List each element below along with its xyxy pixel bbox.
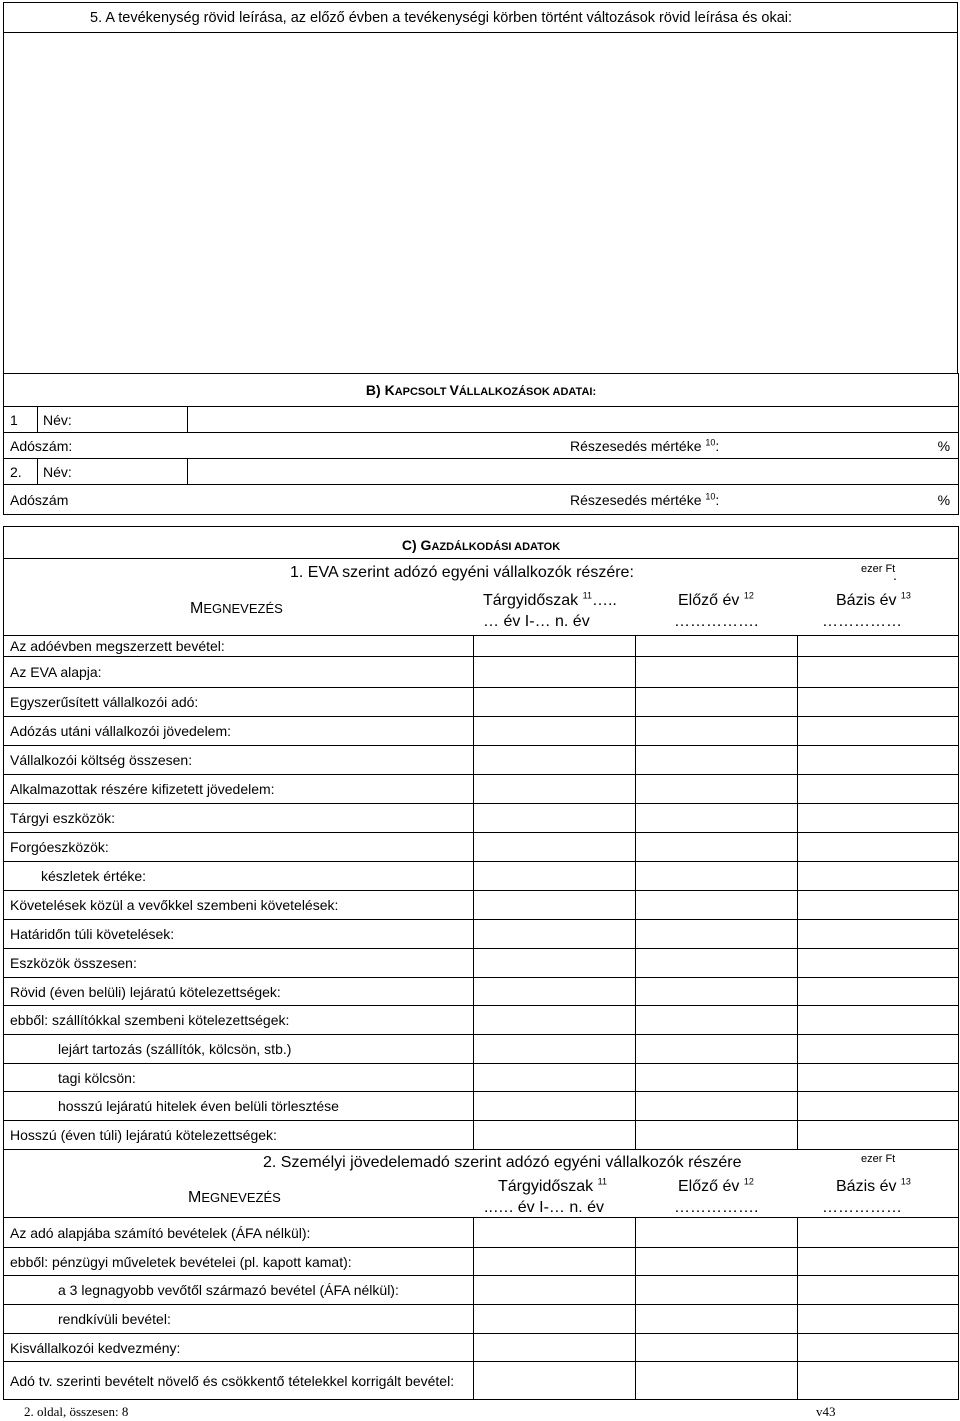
eva-cell[interactable] — [636, 1006, 798, 1035]
szja-cell[interactable] — [798, 1218, 959, 1248]
eva-cell[interactable] — [798, 920, 959, 949]
eva-cell[interactable] — [798, 746, 959, 775]
eva-row-label: lejárt tartozás (szállítók, kölcsön, stb.) — [4, 1035, 474, 1064]
eva-cell[interactable] — [798, 1092, 959, 1121]
szja-cell[interactable] — [636, 1248, 798, 1276]
sectionB-table — [3, 373, 959, 515]
eva-col-bazis-year: …………… — [822, 613, 902, 630]
eva-cell[interactable] — [474, 833, 636, 862]
eva-cell[interactable] — [636, 920, 798, 949]
szja-col-targy: Tárgyidőszak $^{11}$ — [498, 1176, 607, 1195]
company1-taxid-row — [4, 433, 959, 459]
szja-cell[interactable] — [636, 1276, 798, 1305]
szja-col-bazis: Bázis év $^{13}$ — [836, 1176, 911, 1195]
eva-cell[interactable] — [636, 862, 798, 891]
version-label: v43 — [816, 1404, 836, 1419]
eva-cell[interactable] — [636, 775, 798, 804]
company1-share-label: Részesedés mértéke $^{10}$: — [570, 437, 720, 454]
szja-cell[interactable] — [474, 1362, 636, 1400]
szja-col-bazis-year: …………… — [822, 1199, 902, 1216]
szja-cell[interactable] — [636, 1362, 798, 1400]
szja-row-label: rendkívüli bevétel: — [4, 1305, 474, 1334]
eva-row-label: Egyszerűsített vállalkozói adó: — [4, 688, 474, 717]
eva-row-label: Vállalkozói költség összesen: — [4, 746, 474, 775]
eva-col-name: MEGNEVEZÉS — [190, 600, 283, 617]
eva-col-bazis: Bázis év $^{13}$ — [836, 590, 911, 609]
eva-cell[interactable] — [474, 920, 636, 949]
eva-cell[interactable] — [474, 717, 636, 746]
eva-cell[interactable] — [474, 746, 636, 775]
szja-cell[interactable] — [474, 1248, 636, 1276]
eva-cell[interactable] — [474, 949, 636, 978]
company2-number: 2. — [4, 459, 38, 485]
szja-col-targy-period: ..…. év I-… n. év — [484, 1199, 605, 1216]
szja-cell[interactable] — [636, 1305, 798, 1334]
eva-row-label: Alkalmazottak részére kifizetett jövedelem: — [4, 775, 474, 804]
eva-col-elozo: Előző év $^{12}$ — [678, 590, 754, 609]
company2-taxid-row — [4, 485, 959, 515]
eva-cell[interactable] — [798, 949, 959, 978]
szja-cell[interactable] — [798, 1334, 959, 1362]
eva-cell[interactable] — [636, 1092, 798, 1121]
eva-cell[interactable] — [474, 978, 636, 1006]
company2-name-field[interactable] — [188, 459, 959, 485]
company2-percent-sign: % — [937, 492, 951, 508]
eva-cell[interactable] — [798, 1006, 959, 1035]
szja-col-name: MEGNEVEZÉS — [188, 1189, 281, 1206]
szja-row-label: Az adó alapjába számító bevételek (ÁFA nélkül): — [4, 1218, 474, 1248]
eva-col-targy: Tárgyidőszak $^{11}$….. — [483, 590, 617, 609]
eva-cell[interactable] — [798, 833, 959, 862]
eva-cell[interactable] — [798, 862, 959, 891]
szja-col-elozo-year: ……………. — [674, 1199, 759, 1216]
eva-row-label: Tárgyi eszközök: — [4, 804, 474, 833]
eva-cell[interactable] — [474, 688, 636, 717]
eva-row-label: Határidőn túli követelések: — [4, 920, 474, 949]
company1-taxid-label: Adószám: — [10, 437, 73, 454]
section5-table — [3, 2, 958, 374]
szja-cell[interactable] — [798, 1305, 959, 1334]
eva-table — [3, 526, 959, 1400]
eva-cell[interactable] — [798, 804, 959, 833]
company2-name-label: Név: — [38, 459, 188, 485]
eva-cell[interactable] — [474, 636, 636, 657]
eva-cell[interactable] — [636, 1121, 798, 1150]
szja-heading: 2. Személyi jövedelemadó szerint adózó egyéni vállalkozók részére — [263, 1154, 742, 1171]
eva-unit-dot: . — [893, 567, 897, 583]
eva-col-targy-period: … év I-… n. év — [483, 613, 590, 630]
szja-cell[interactable] — [474, 1305, 636, 1334]
eva-cell[interactable] — [636, 978, 798, 1006]
szja-cell[interactable] — [798, 1248, 959, 1276]
szja-cell[interactable] — [798, 1362, 959, 1400]
eva-cell[interactable] — [798, 978, 959, 1006]
eva-cell[interactable] — [636, 688, 798, 717]
szja-unit: ezer Ft — [861, 1153, 896, 1165]
szja-cell[interactable] — [474, 1218, 636, 1248]
eva-row-label: készletek értéke: — [4, 862, 474, 891]
eva-row-label: Adózás utáni vállalkozói jövedelem: — [4, 717, 474, 746]
eva-header-cell — [4, 559, 959, 636]
eva-cell[interactable] — [636, 1035, 798, 1064]
szja-row-label: a 3 legnagyobb vevőtől származó bevétel (ÁFA nélkül): — [4, 1276, 474, 1305]
eva-col-elozo-year: ……………. — [674, 613, 759, 630]
szja-row-label: Adó tv. szerinti bevételt növelő és csökkentő tételekkel korrigált bevétel: — [4, 1362, 474, 1400]
eva-cell[interactable] — [474, 1121, 636, 1150]
eva-row-label: Eszközök összesen: — [4, 949, 474, 978]
company1-percent-sign: % — [937, 438, 951, 454]
eva-cell[interactable] — [474, 891, 636, 920]
eva-cell[interactable] — [798, 1121, 959, 1150]
eva-cell[interactable] — [474, 1035, 636, 1064]
szja-header-cell — [4, 1150, 959, 1218]
szja-cell[interactable] — [636, 1218, 798, 1248]
eva-cell[interactable] — [474, 775, 636, 804]
szja-cell[interactable] — [474, 1334, 636, 1362]
eva-cell[interactable] — [474, 862, 636, 891]
eva-cell[interactable] — [798, 636, 959, 657]
eva-cell[interactable] — [636, 717, 798, 746]
page-number: 2. oldal, összesen: 8 — [24, 1404, 129, 1419]
eva-cell[interactable] — [798, 891, 959, 920]
szja-row-label: ebből: pénzügyi műveletek bevételei (pl. kapott kamat): — [4, 1248, 474, 1276]
eva-row-label: Forgóeszközök: — [4, 833, 474, 862]
eva-row-label: Rövid (éven belüli) lejáratú kötelezettségek: — [4, 978, 474, 1006]
szja-cell[interactable] — [636, 1334, 798, 1362]
eva-cell[interactable] — [474, 804, 636, 833]
company1-number: 1 — [4, 407, 38, 433]
eva-cell[interactable] — [636, 1064, 798, 1092]
eva-cell[interactable] — [636, 746, 798, 775]
eva-row-label: hosszú lejáratú hitelek éven belüli törlesztése — [4, 1092, 474, 1121]
eva-cell[interactable] — [474, 1064, 636, 1092]
eva-row-label: ebből: szállítókkal szembeni kötelezettségek: — [4, 1006, 474, 1035]
szja-row-label: Kisvállalkozói kedvezmény: — [4, 1334, 474, 1362]
szja-col-elozo: Előző év $^{12}$ — [678, 1176, 754, 1195]
szja-cell[interactable] — [474, 1276, 636, 1305]
eva-cell[interactable] — [636, 833, 798, 862]
eva-cell[interactable] — [636, 891, 798, 920]
company2-taxid-label: Adószám — [10, 491, 69, 508]
eva-row-label: Hosszú (éven túli) lejáratú kötelezettségek: — [4, 1121, 474, 1150]
eva-cell[interactable] — [474, 1006, 636, 1035]
eva-cell[interactable] — [636, 657, 798, 688]
eva-cell[interactable] — [798, 775, 959, 804]
eva-cell[interactable] — [636, 804, 798, 833]
eva-cell[interactable] — [798, 1064, 959, 1092]
section5-textarea[interactable] — [4, 33, 958, 374]
eva-row-label: Az EVA alapja: — [4, 657, 474, 688]
company1-name-label: Név: — [38, 407, 188, 433]
company1-name-field[interactable] — [188, 407, 959, 433]
eva-cell[interactable] — [474, 1092, 636, 1121]
eva-row-label: Követelések közül a vevőkkel szembeni követelések: — [4, 891, 474, 920]
eva-cell[interactable] — [474, 657, 636, 688]
eva-row-label: tagi kölcsön: — [4, 1064, 474, 1092]
sectionC-title: C) GAZDÁLKODÁSI ADATOK — [4, 527, 959, 559]
eva-heading: 1. EVA szerint adózó egyéni vállalkozók részére: — [290, 564, 634, 581]
eva-row-label: Az adóévben megszerzett bevétel: — [4, 636, 474, 657]
eva-cell[interactable] — [636, 949, 798, 978]
eva-unit: ezer Ft — [861, 563, 896, 575]
section5-title: 5. A tevékenység rövid leírása, az előző évben a tevékenységi körben történt változások rövid leírása és okai: — [4, 3, 958, 33]
company2-share-label: Részesedés mértéke $^{10}$: — [570, 491, 720, 508]
eva-cell[interactable] — [798, 688, 959, 717]
eva-cell[interactable] — [798, 1035, 959, 1064]
eva-cell[interactable] — [636, 636, 798, 657]
eva-cell[interactable] — [798, 717, 959, 746]
sectionB-title: B) KAPCSOLT VÁLLALKOZÁSOK ADATAI: — [4, 374, 959, 407]
szja-cell[interactable] — [798, 1276, 959, 1305]
eva-cell[interactable] — [798, 657, 959, 688]
